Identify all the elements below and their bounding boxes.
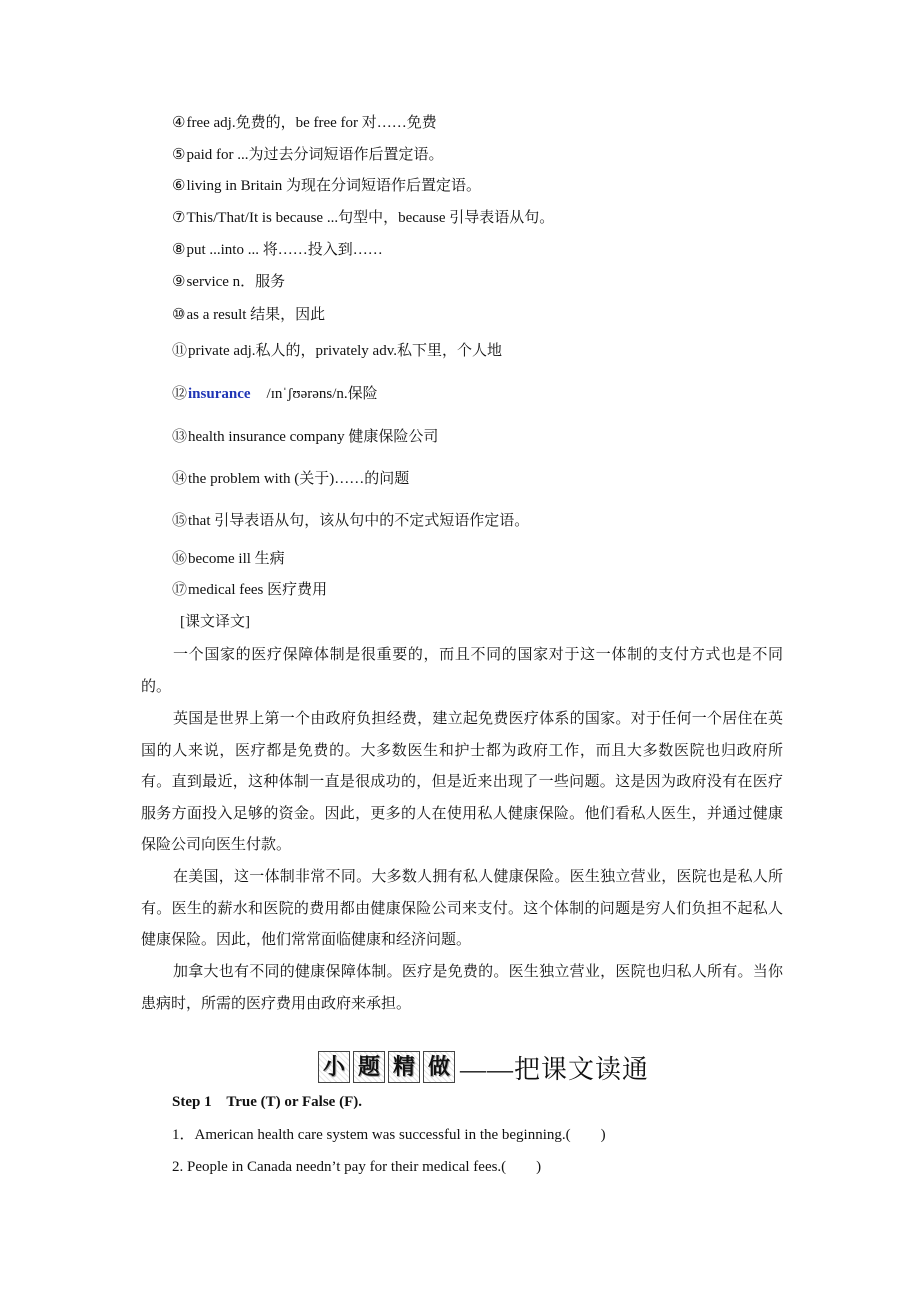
translation-label: [课文译文]: [180, 614, 250, 630]
note-13: ⑬health insurance company 健康保险公司: [172, 429, 439, 445]
translation-paragraph-4: 加拿大也有不同的健康保障体制。医疗是免费的。医生独立营业，医院也归私人所有。当你患病时，所需的医疗费用由政府来承担。: [141, 964, 783, 1012]
question-1: 1．American health care system was successful in the beginning.( ): [172, 1127, 606, 1143]
note-8: ⑧put ...into ... 将……投入到……: [172, 242, 383, 258]
heading-box-char: 小: [318, 1051, 350, 1083]
vocab-word-insurance: insurance: [188, 386, 251, 402]
translation-paragraph-2: 英国是世界上第一个由政府负担经费，建立起免费医疗体系的国家。对于任何一个居住在英国的人来说，医疗都是免费的。大多数医生和护士都为政府工作，而且大多数医院也归政府所有。直到最近，这种体制一直是很成功的，但是近来出现了一些问题。这是因为政府没有在医疗服务方面投入足够的资金。因此，更多的人在使用私人健康保险。他们看私人医生，并通过健康保险公司向医生付款。: [141, 711, 783, 854]
note-15: ⑮that 引导表语从句，该从句中的不定式短语作定语。: [172, 513, 530, 529]
note-5: ⑤paid for ...为过去分词短语作后置定语。: [172, 147, 444, 163]
note-14: ⑭the problem with (关于)……的问题: [172, 471, 410, 487]
note-11: ⑪private adj.私人的，privately adv.私下里，个人地: [172, 343, 502, 359]
note-12: ⑫insurance /ɪnˈʃʊərəns/n.保险: [172, 386, 378, 402]
note-10: ⑩as a result 结果，因此: [172, 307, 326, 323]
note-4: ④free adj.免费的，be free for 对……免费: [172, 115, 437, 131]
note-6: ⑥living in Britain 为现在分词短语作后置定语。: [172, 178, 482, 194]
heading-box-char: 做: [423, 1051, 455, 1083]
heading-box-char: 精: [388, 1051, 420, 1083]
translation-paragraph-3: 在美国，这一体制非常不同。大多数人拥有私人健康保险。医生独立营业，医院也是私人所有。医生的薪水和医院的费用都由健康保险公司来支付。这个体制的问题是穷人们负担不起私人健康保险。因此，他们常常面临健康和经济问题。: [141, 869, 783, 949]
note-9: ⑨service n．服务: [172, 274, 286, 290]
heading-box-char: 题: [353, 1051, 385, 1083]
heading-subtitle: ——把课文读通: [460, 1054, 650, 1084]
translation-paragraph-1: 一个国家的医疗保障体制是很重要的，而且不同的国家对于这一体制的支付方式也是不同的。: [141, 647, 783, 695]
step-title: Step 1 True (T) or False (F).: [172, 1094, 362, 1110]
question-2: 2. People in Canada needn’t pay for their medical fees.( ): [172, 1159, 542, 1175]
note-16: ⑯become ill 生病: [172, 551, 285, 567]
section-heading: [318, 1048, 649, 1086]
note-7: ⑦This/That/It is because ...句型中，because 引导表语从句。: [172, 210, 555, 226]
note-17: ⑰medical fees 医疗费用: [172, 582, 328, 598]
